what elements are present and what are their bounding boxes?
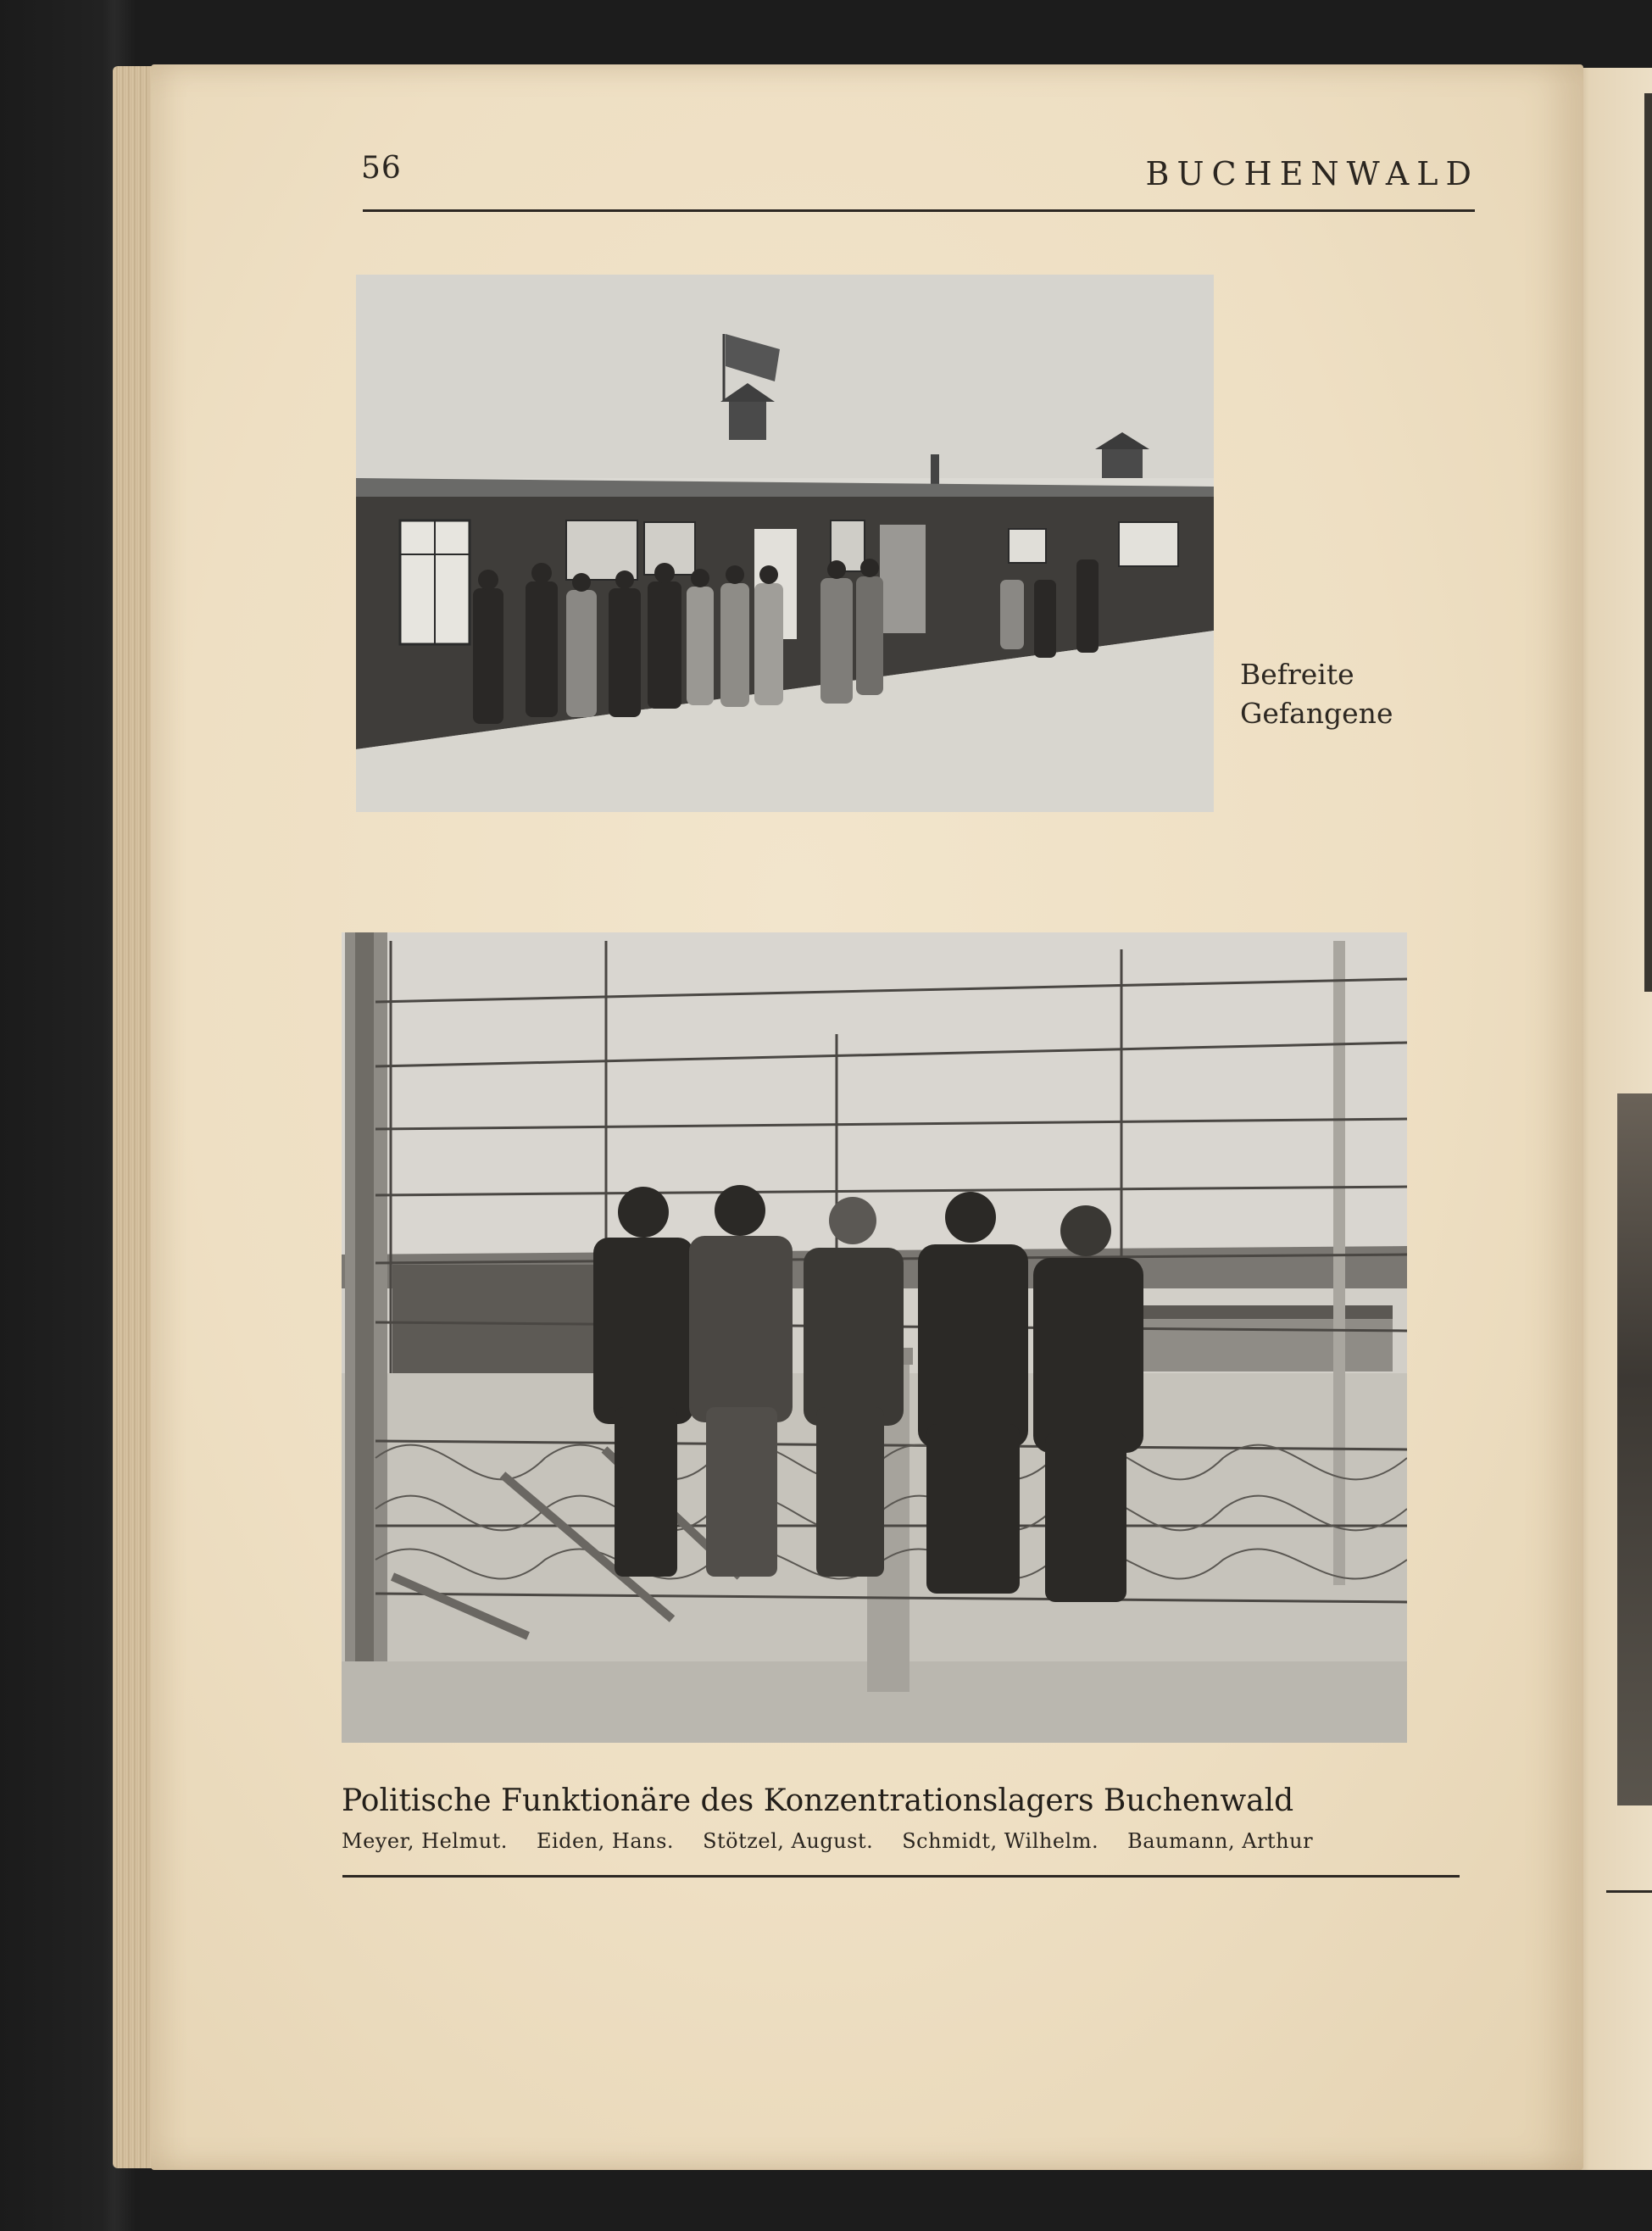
footer-rule (342, 1875, 1460, 1878)
photo-political-functionaries (342, 932, 1407, 1743)
caption-line-2: Gefangene (1240, 697, 1393, 730)
header-rule (363, 209, 1475, 212)
photo-liberated-prisoners (356, 275, 1214, 812)
facing-page-photo (1617, 1093, 1652, 1805)
caption-liberated-prisoners (1240, 655, 1393, 733)
name-item: Baumann, Arthur (1127, 1829, 1314, 1853)
running-title: BUCHENWALD (1145, 155, 1479, 192)
name-item: Stötzel, August. (703, 1829, 874, 1853)
caption-names (342, 1829, 1359, 1853)
facing-page-rule (1606, 1890, 1652, 1893)
page-number: 56 (361, 151, 402, 186)
name-item: Eiden, Hans. (536, 1829, 675, 1853)
photo-liberated-prisoners-image (356, 275, 1214, 812)
caption-political-functionaries: Politische Funktionäre des Konzentrationslagers Buchenwald (342, 1783, 1294, 1818)
photo-political-functionaries-image (342, 932, 1407, 1743)
facing-page-photo-edge (1644, 93, 1652, 992)
caption-line-1: Befreite (1240, 658, 1354, 691)
name-item: Meyer, Helmut. (342, 1829, 508, 1853)
name-item: Schmidt, Wilhelm. (902, 1829, 1099, 1853)
